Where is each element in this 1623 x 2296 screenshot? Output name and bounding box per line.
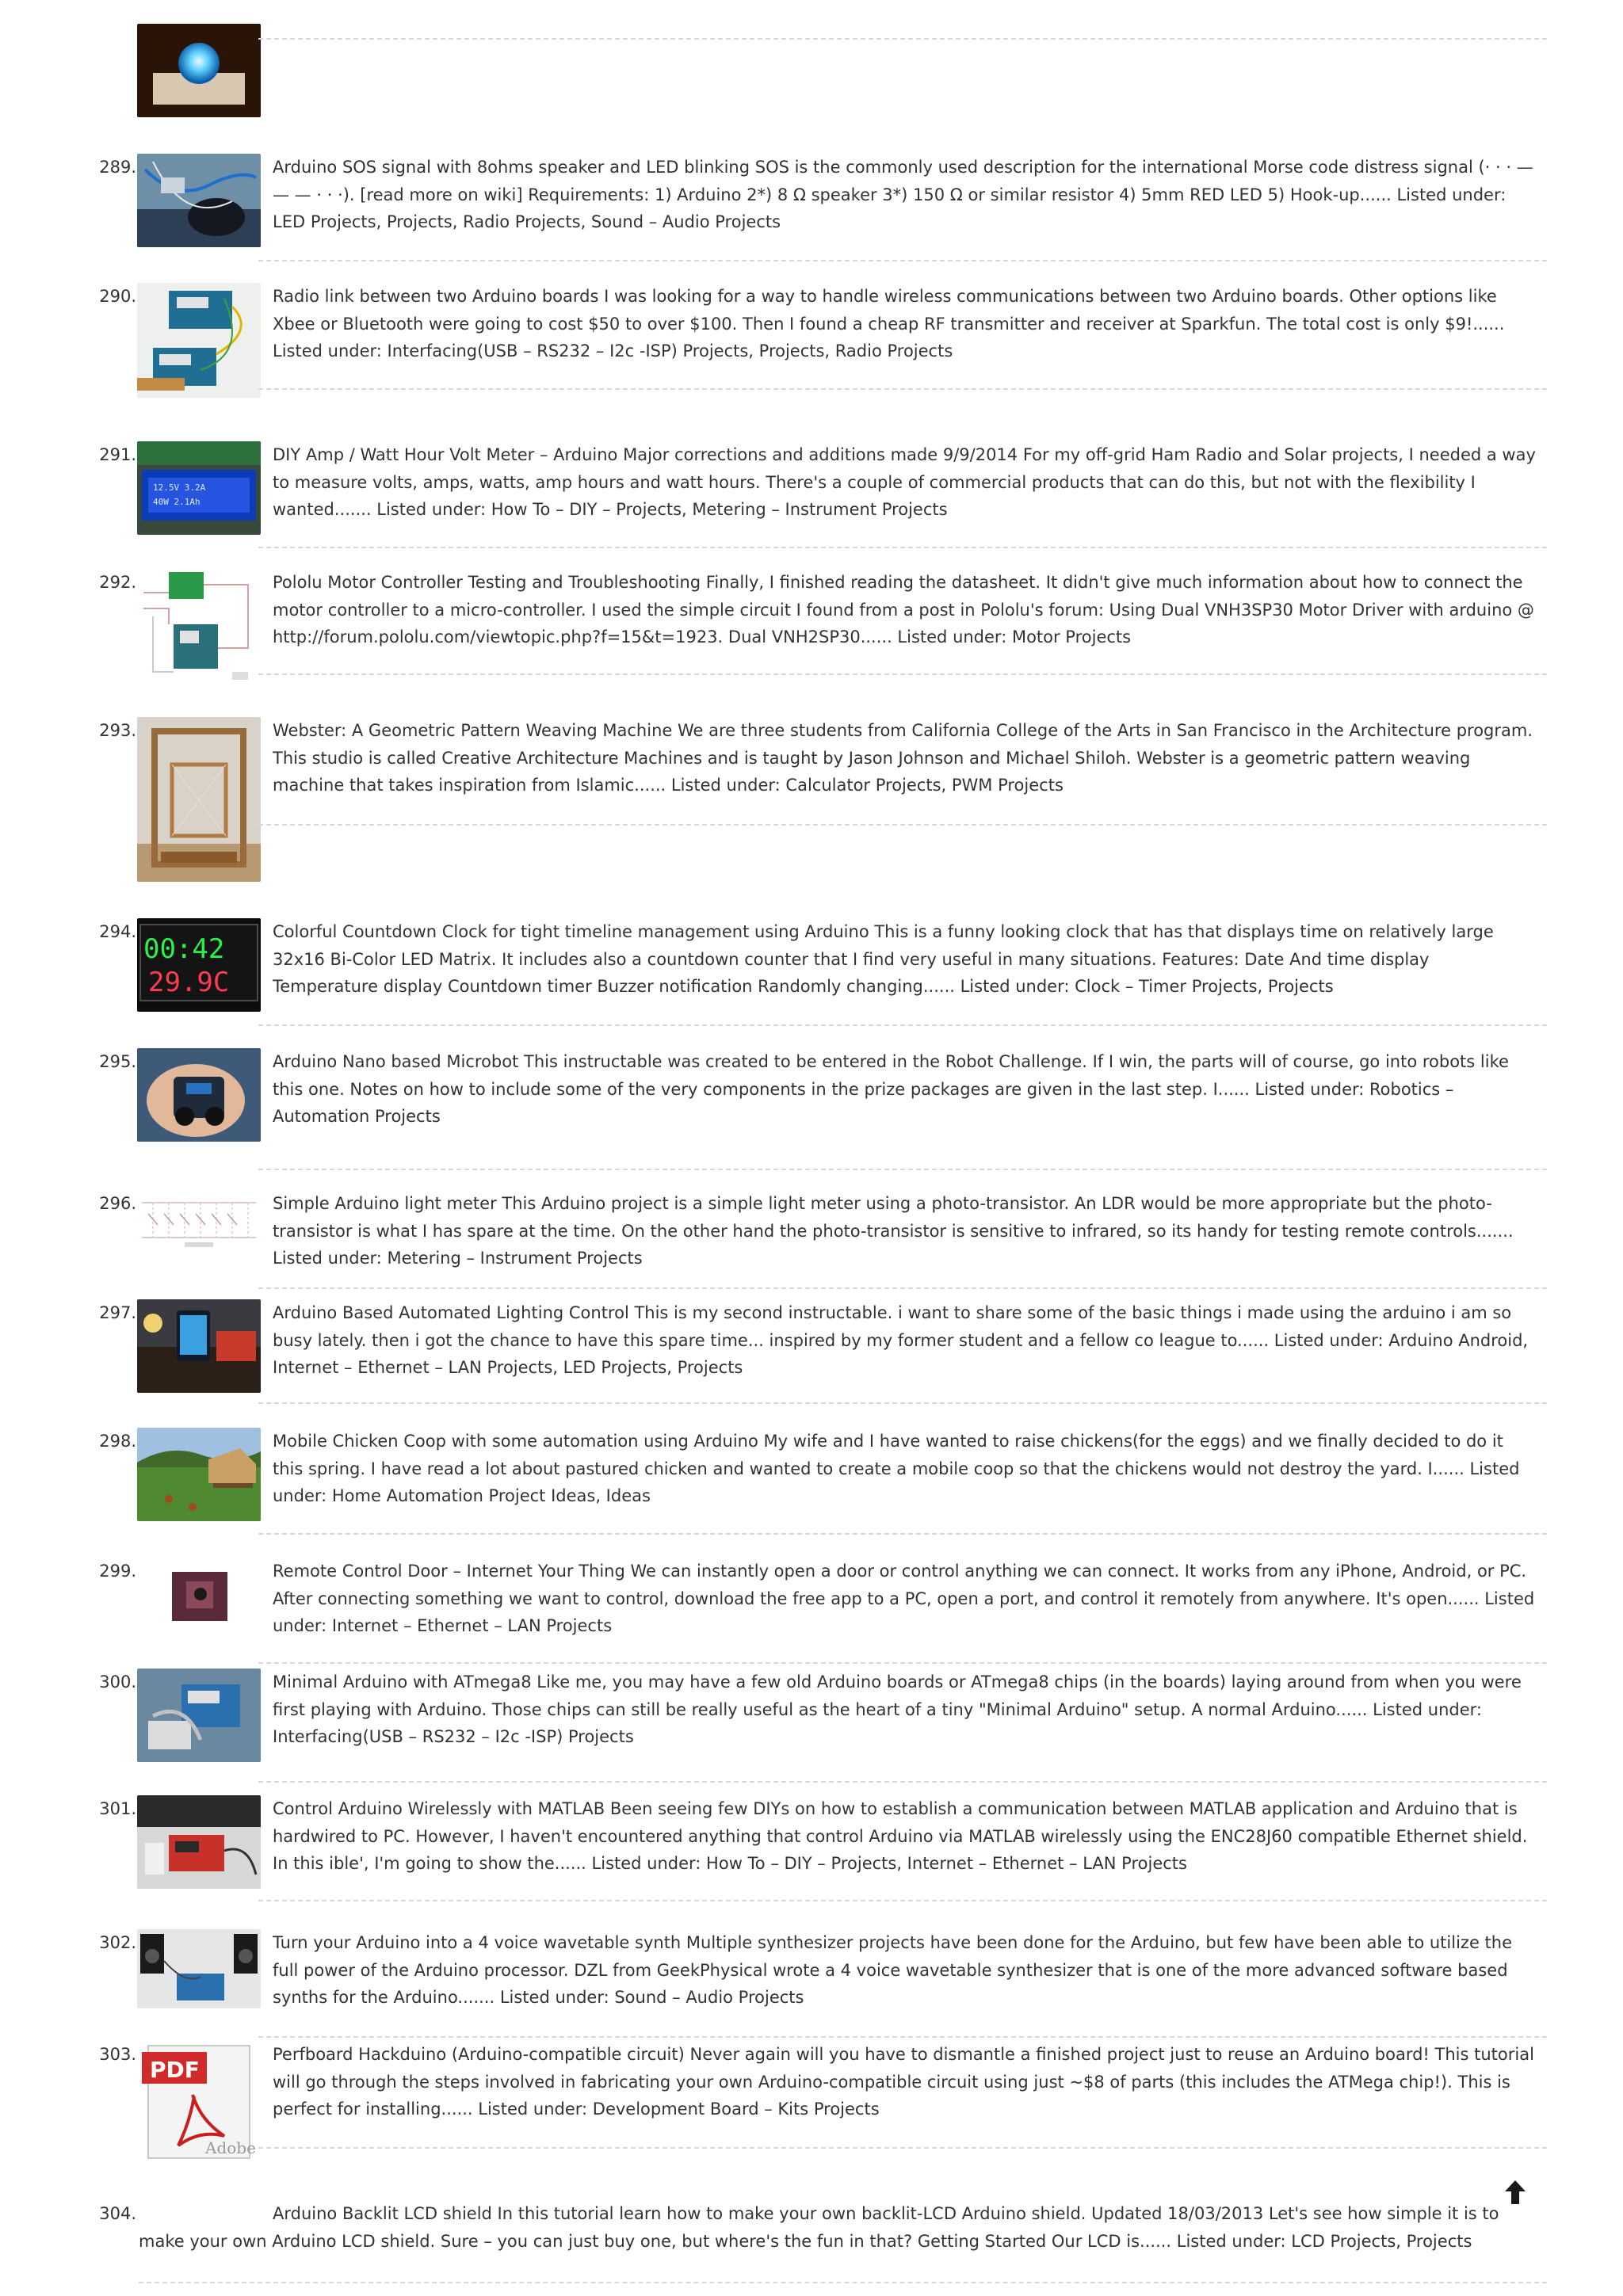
item-number: 302. (99, 1933, 136, 1952)
matlab-wireless-photo-icon (137, 1795, 261, 1889)
item-number: 301. (99, 1799, 136, 1818)
project-description[interactable]: Turn your Arduino into a 4 voice wavetable synth Multiple synthesizer projects have been done for the Arduino, but few have been able to utilize the full power of the Arduino processor. DZL from GeekPhysical wrote a 4 voice wavetable synthesizer that is one of the more advanced software based synths for the Arduino....... Listed under: Sound – Audio Projects (273, 1933, 1512, 2007)
project-thumbnail[interactable] (137, 1190, 261, 1253)
project-description[interactable]: Webster: A Geometric Pattern Weaving Machine We are three students from California College of the Arts in San Francisco in the Architecture program. This studio is called Creative Architecture Machines and is taught by Jason Johnson and Michael Shiloh. Webster is a geometric pattern weaving machine that takes inspiration from Islamic...... Listed under: Calculator Projects, PWM Projects (273, 721, 1533, 795)
back-to-top-button[interactable] (1503, 2179, 1527, 2206)
project-description[interactable]: Arduino SOS signal with 8ohms speaker and LED blinking SOS is the commonly used description for the international Morse code distress signal (· · · — — — · · ·). [read more on wiki] Requirements: 1) Arduino 2*) 8 Ω speaker 3*) 150 Ω or similar resistor 4) 5mm RED LED 5) Hook-up...... Listed under: LED Projects, Projects, Radio Projects, Sound – Audio Projects (273, 158, 1533, 231)
project-description[interactable]: Colorful Countdown Clock for tight timeline management using Arduino This is a funny looking clock that has that displays time on relatively large 32x16 Bi-Color LED Matrix. It includes also a countdown counter that I find very useful in many situations. Features: Date And time display Temperature display Countdown timer Buzzer notification Randomly changing...... Listed under: Clock – Timer Projects, Projects (273, 922, 1494, 996)
project-thumbnail[interactable] (137, 1048, 261, 1142)
lighting-control-photo-icon (137, 1299, 261, 1393)
project-description[interactable]: Pololu Motor Controller Testing and Troubleshooting Finally, I finished reading the datasheet. It didn't give much information about how to connect the motor controller to a micro-controller. I used the simple circuit I found from a post in Pololu's forum: Using Dual VNH3SP30 Motor Driver with arduino @ http://forum.pololu.com/viewtopic.php?f=15&t=1923. Dual VNH2SP30...... Listed under: Motor Projects (273, 573, 1534, 646)
speaker-led-photo-icon (137, 154, 261, 247)
item-number: 303. (99, 2045, 136, 2064)
project-description[interactable]: Remote Control Door – Internet Your Thing We can instantly open a door or control anything we can connect. It works from any iPhone, Android, or PC. After connecting something we want to control, download the free app to a PC, open a port, and control it remotely from anywhere. It's open...... Listed under: Internet – Ethernet – LAN Projects (273, 1562, 1535, 1635)
project-description[interactable]: Radio link between two Arduino boards I was looking for a way to handle wireless communications between two Arduino boards. Other options like Xbee or Bluetooth were going to cost $50 to over $100. Then I found a cheap RF transmitter and receiver at Sparkfun. The total cost is only $9!...... Listed under: Interfacing(USB – RS232 – I2c -ISP) Projects, Projects, Radio Projects (273, 287, 1505, 360)
led-matrix-clock-photo-icon (137, 918, 261, 1012)
project-description[interactable]: Perfboard Hackduino (Arduino-compatible circuit) Never again will you have to dismantle a finished project just to reuse an Arduino board! This tutorial will go through the steps involved in fabricating your own Arduino-compatible circuit using just ~$8 of parts (this includes the ATMega chip!). This is perfect for installing...... Listed under: Development Board – Kits Projects (273, 2045, 1534, 2119)
motor-controller-diagram-icon (137, 569, 261, 688)
microbot-photo-icon (137, 1048, 261, 1142)
project-thumbnail[interactable] (137, 717, 261, 882)
svg-text:00:42: 00:42 (143, 933, 225, 965)
item-number: 300. (99, 1672, 136, 1691)
project-thumbnail[interactable] (137, 441, 261, 535)
item-number: 298. (99, 1432, 136, 1451)
item-number: 289. (99, 158, 136, 177)
svg-text:29.9C: 29.9C (148, 967, 230, 998)
project-thumbnail[interactable] (137, 569, 261, 688)
item-number: 296. (99, 1194, 136, 1213)
project-description[interactable]: Arduino Backlit LCD shield In this tutorial learn how to make your own backlit-LCD Arduino shield. Updated 18/03/2013 Let's see how simple it is to make your own Arduino LCD shield. Sure – you can just buy one, but where's the fun in that? Getting Started Our LCD is...... Listed under: LCD Projects, Projects (139, 2204, 1499, 2251)
remote-door-photo-icon (137, 1558, 261, 1637)
item-number: 295. (99, 1052, 136, 1071)
item-number: 290. (99, 287, 136, 306)
project-thumbnail[interactable] (137, 1428, 261, 1521)
svg-text:PDF: PDF (150, 2057, 200, 2083)
project-thumbnail[interactable] (137, 1558, 261, 1637)
item-number: 292. (99, 573, 136, 592)
item-number: 294. (99, 922, 136, 941)
project-description[interactable]: Arduino Based Automated Lighting Control This is my second instructable. i want to share some of the basic things i made using the arduino i am so busy lately. then i got the chance to have this spare time... inspired by my former student and a fellow co league to...... Listed under: Arduino Android, Internet – Ethernet – LAN Projects, LED Projects, Projects (273, 1303, 1529, 1377)
project-description[interactable]: Arduino Nano based Microbot This instructable was created to be entered in the Robot Challenge. If I win, the parts will of course, go into robots like this one. Notes on how to include some of the very components in the prize packages are given in the last step. I...... Listed under: Robotics – Automation Projects (273, 1052, 1509, 1126)
item-number: 291. (99, 445, 136, 464)
project-description[interactable]: Mobile Chicken Coop with some automation using Arduino My wife and I have wanted to raise chickens(for the eggs) and we finally decided to do it this spring. I have read a lot about pastured chicken and wanted to create a mobile coop so that the chickens would not destroy the yard. I...... Listed under: Home Automation Project Ideas, Ideas (273, 1432, 1520, 1505)
weaving-machine-photo-icon (137, 717, 261, 882)
project-thumbnail[interactable] (137, 1795, 261, 1889)
project-thumbnail[interactable] (137, 24, 261, 117)
project-thumbnail[interactable] (137, 918, 261, 1012)
item-number: 304. (99, 2204, 136, 2223)
light-meter-schematic-icon (137, 1190, 261, 1253)
project-thumbnail[interactable] (137, 1669, 261, 1762)
svg-text:Adobe: Adobe (205, 2138, 256, 2157)
project-description[interactable]: Minimal Arduino with ATmega8 Like me, you may have a few old Arduino boards or ATmega8 chips (in the boards) laying around from when you were first playing with Arduino. Those chips can still be really useful as the heart of a tiny "Minimal Arduino" setup. A normal Arduino...... Listed under: Interfacing(USB – RS232 – I2c -ISP) Projects (273, 1672, 1522, 1746)
project-thumbnail[interactable] (137, 1929, 261, 2008)
minimal-arduino-photo-icon (137, 1669, 261, 1762)
synth-photo-icon (137, 1929, 261, 2008)
svg-text:12.5V 3.2A: 12.5V 3.2A (153, 482, 206, 493)
pdf-icon (137, 2041, 261, 2164)
item-number: 293. (99, 721, 136, 740)
project-thumbnail[interactable] (137, 1299, 261, 1393)
item-number: 299. (99, 1562, 136, 1581)
chicken-coop-photo-icon (137, 1428, 261, 1521)
item-number: 297. (99, 1303, 136, 1322)
arduino-boards-photo-icon (137, 283, 261, 398)
project-thumbnail[interactable] (137, 154, 261, 247)
svg-text:40W 2.1Ah: 40W 2.1Ah (153, 497, 200, 507)
project-description[interactable]: Simple Arduino light meter This Arduino project is a simple light meter using a photo-transistor. An LDR would be more appropriate but the photo-transistor is what I has spare at the time. On the other hand the photo-transistor is sensitive to infrared, so its handy for testing remote controls....... Listed under: Metering – Instrument Projects (273, 1194, 1514, 1268)
project-description[interactable]: DIY Amp / Watt Hour Volt Meter – Arduino Major corrections and additions made 9/9/2014 For my off-grid Ham Radio and Solar projects, I needed a way to measure volts, amps, watts, amp hours and watt hours. There's a couple of commercial products that can do this, but not with the flexibility I wanted....... Listed under: How To – DIY – Projects, Metering – Instrument Projects (273, 445, 1536, 519)
project-thumbnail[interactable] (137, 283, 261, 398)
project-description[interactable]: Control Arduino Wirelessly with MATLAB Been seeing few DIYs on how to establish a communication between MATLAB application and Arduino that is hardwired to PC. However, I haven't encountered anything that control Arduino via MATLAB wirelessly using the ENC28J60 compatible Ethernet shield. In this ible', I'm going to show the...... Listed under: How To – DIY – Projects, Internet – Ethernet – LAN Projects (273, 1799, 1528, 1873)
glowing-orb-photo-icon (137, 24, 261, 117)
arrow-up-icon (1503, 2179, 1527, 2206)
lcd-meter-photo-icon (137, 441, 261, 535)
project-thumbnail[interactable] (137, 2041, 261, 2164)
